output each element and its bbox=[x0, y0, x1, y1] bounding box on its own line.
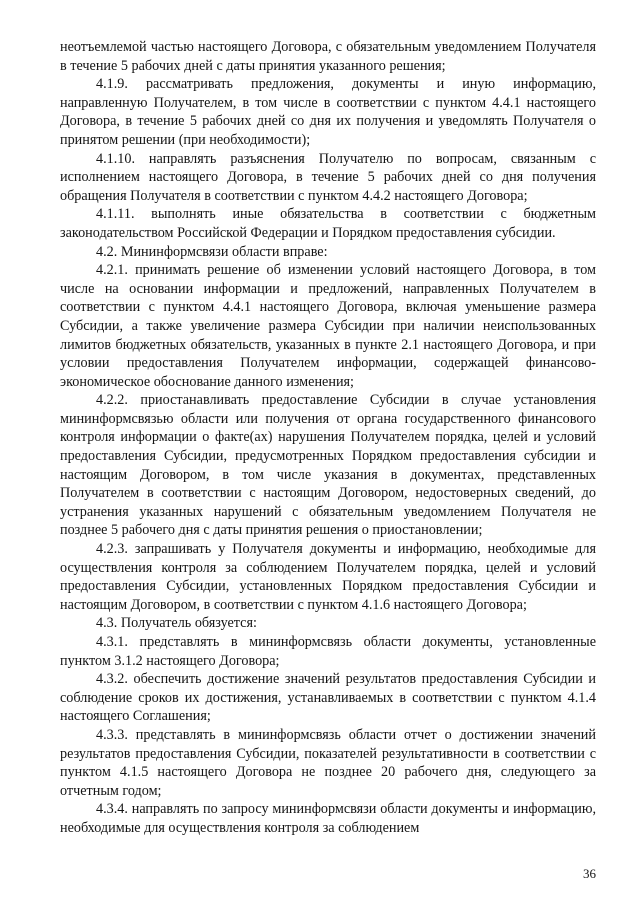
paragraph-4-1-11: 4.1.11. выполнять иные обязательства в соответствии с бюджетным законодательством Российской Федерации и Порядком предоставления субсидии. bbox=[60, 206, 596, 241]
paragraph-4-1-9: 4.1.9. рассматривать предложения, документы и иную информацию, направленную Получателем, в том числе в соответствии с пунктом 4.4.1 настоящего Договора, в течение 5 рабочих дней со дня их получения и уведомлять Получателя о принятом решении (при необходимости); bbox=[60, 76, 596, 148]
paragraph-4-2-3: 4.2.3. запрашивать у Получателя документы и информацию, необходимые для осуществления контроля за соблюдением Получателем порядка, целей и условий предоставления Субсидии, установленных Порядком предоставления Субсидии и настоящим Договором, в соответствии с пунктом 4.1.6 настоящего Договора; bbox=[60, 541, 596, 613]
page-number: 36 bbox=[583, 866, 596, 881]
paragraph-continuation: неотъемлемой частью настоящего Договора, с обязательным уведомлением Получателя в течение 5 рабочих дней с даты принятия указанного решения; bbox=[60, 39, 596, 74]
document-body bbox=[60, 38, 596, 838]
paragraph-4-2-1: 4.2.1. принимать решение об изменении условий настоящего Договора, в том числе на основании информации и предложений, направленных Получателем в соответствии с пунктом 4.4.1 настоящего Договора, включая уменьшение размера Субсидии, а также увеличение размера Субсидии при наличии неиспользованных лимитов бюджетных обязательств, указанных в пункте 2.1 настоящего Договора, и при условии предоставления Получателем информации, содержащей финансово-экономическое обоснование данного изменения; bbox=[60, 262, 596, 390]
paragraph-4-3-4: 4.3.4. направлять по запросу мининформсвязи области документы и информацию, необходимые для осуществления контроля за соблюдением bbox=[60, 801, 596, 836]
paragraph-4-3: 4.3. Получатель обязуется: bbox=[96, 615, 257, 632]
paragraph-4-3-1: 4.3.1. представлять в мининформсвязь области документы, установленные пунктом 3.1.2 настоящего Договора; bbox=[60, 634, 596, 669]
paragraph-4-2: 4.2. Мининформсвязи области вправе: bbox=[96, 243, 328, 260]
paragraph-4-1-10: 4.1.10. направлять разъяснения Получателю по вопросам, связанным с исполнением настоящего Договора, в течение 5 рабочих дней со дня получения обращения Получателя в соответствии с пунктом 4.4.2 настоящего Договора; bbox=[60, 150, 596, 204]
paragraph-4-3-3: 4.3.3. представлять в мининформсвязь области отчет о достижении значений результатов предоставления Субсидии, показателей результативности в соответствии с пунктом 4.1.5 настоящего Договора не позднее 20 рабочего дня, следующего за отчетным годом; bbox=[60, 726, 596, 799]
paragraph-4-3-2: 4.3.2. обеспечить достижение значений результатов предоставления Субсидии и соблюдение сроков их достижения, устанавливаемых в соответствии с пунктом 4.1.4 настоящего Соглашения; bbox=[60, 671, 596, 725]
paragraph-4-2-2: 4.2.2. приостанавливать предоставление Субсидии в случае установления мининформсвязью области или получения от органа государственного финансового контроля информации о факте(ах) нарушения Получателем порядка, целей и условий предоставления Субсидии, предусмотренных Порядком предоставления субсидии и настоящим Договором, в том числе указания в документах, представленных Получателем в соответствии с настоящим Договором, недостоверных сведений, до устранения указанных нарушений с обязательным уведомлением Получателя не позднее 5 рабочего дня с даты принятия решения о приостановлении; bbox=[60, 392, 596, 539]
